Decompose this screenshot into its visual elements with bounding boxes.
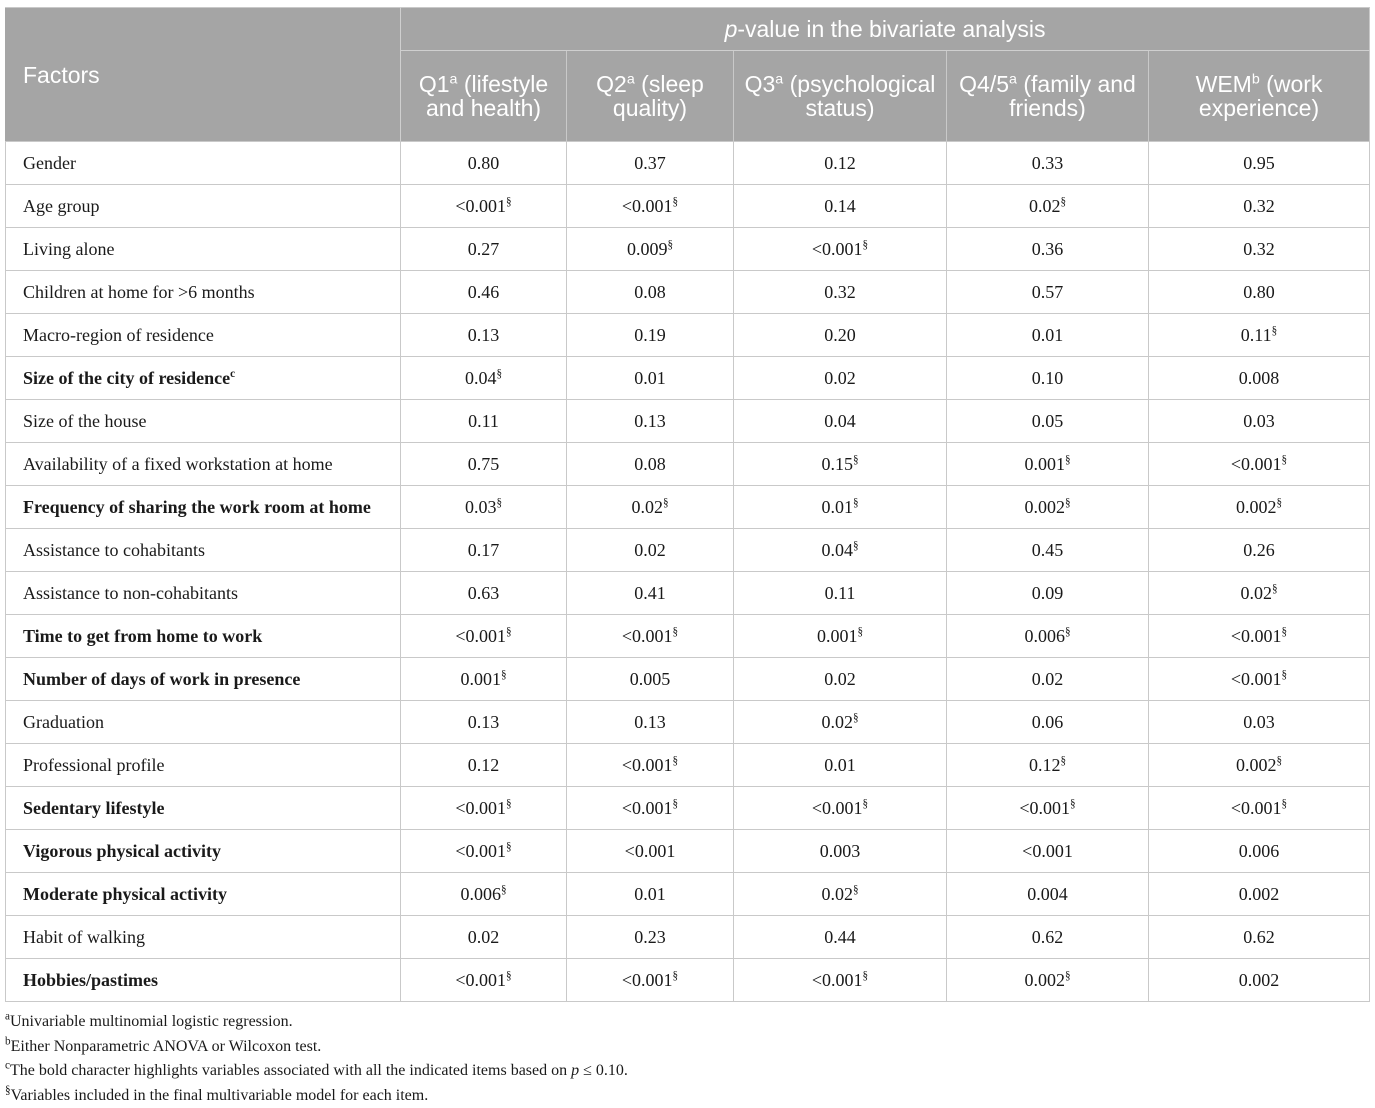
table-row	[6, 314, 1370, 357]
pvalue-cell: <0.001§	[1149, 658, 1370, 701]
pvalue-cell: 0.13	[567, 701, 734, 744]
pvalue-cell: 0.002§	[1149, 486, 1370, 529]
pvalue-cell: 0.008	[1149, 357, 1370, 400]
table-header	[6, 8, 1370, 142]
pvalue-cell: 0.001§	[734, 615, 947, 658]
pvalue-cell: 0.32	[1149, 185, 1370, 228]
factor-cell: Number of days of work in presence	[6, 658, 401, 701]
column-header-5: WEM$^b$ (work experience)	[1149, 51, 1370, 142]
pvalue-cell: 0.009§	[567, 228, 734, 271]
results-table	[5, 7, 1370, 1002]
pvalue-cell: 0.08	[567, 443, 734, 486]
pvalue-cell: 0.004	[947, 873, 1149, 916]
pvalue-cell: 0.12	[401, 744, 567, 787]
pvalue-cell: <0.001§	[1149, 787, 1370, 830]
pvalue-italic-p: p	[725, 16, 738, 42]
pvalue-cell: 0.14	[734, 185, 947, 228]
table-container	[5, 7, 1369, 1108]
pvalue-cell: <0.001	[567, 830, 734, 873]
pvalue-cell: 0.03	[1149, 701, 1370, 744]
factors-header: Factors	[6, 8, 401, 142]
pvalue-cell: 0.45	[947, 529, 1149, 572]
footnote-section-sign: §Variables included in the final multivariable model for each item.	[5, 1084, 1369, 1108]
table-body	[6, 142, 1370, 1002]
factor-cell: Macro-region of residence	[6, 314, 401, 357]
table-row	[6, 916, 1370, 959]
factor-cell: Availability of a fixed workstation at home	[6, 443, 401, 486]
pvalue-cell: 0.80	[401, 142, 567, 185]
pvalue-cell: <0.001§	[567, 744, 734, 787]
pvalue-cell: 0.12§	[947, 744, 1149, 787]
pvalue-cell: 0.44	[734, 916, 947, 959]
column-header-2: Q2$^a$ (sleep quality)	[567, 51, 734, 142]
factor-cell: Graduation	[6, 701, 401, 744]
factor-cell: Gender	[6, 142, 401, 185]
pvalue-cell: 0.003	[734, 830, 947, 873]
pvalue-cell: 0.01	[734, 744, 947, 787]
pvalue-cell: 0.80	[1149, 271, 1370, 314]
pvalue-cell: <0.001§	[1149, 615, 1370, 658]
factor-cell: Professional profile	[6, 744, 401, 787]
pvalue-cell: 0.02§	[567, 486, 734, 529]
factor-cell: Size of the city of residence$^c$	[6, 357, 401, 400]
table-row	[6, 142, 1370, 185]
table-row	[6, 744, 1370, 787]
factor-cell: Frequency of sharing the work room at home	[6, 486, 401, 529]
pvalue-cell: 0.03§	[401, 486, 567, 529]
factor-cell: Assistance to cohabitants	[6, 529, 401, 572]
table-row	[6, 615, 1370, 658]
pvalue-cell: 0.02§	[734, 873, 947, 916]
pvalue-cell: 0.12	[734, 142, 947, 185]
pvalue-cell: 0.32	[1149, 228, 1370, 271]
table-row	[6, 185, 1370, 228]
pvalue-cell: 0.57	[947, 271, 1149, 314]
pvalue-cell: <0.001§	[1149, 443, 1370, 486]
table-row	[6, 443, 1370, 486]
pvalue-cell: 0.11	[401, 400, 567, 443]
pvalue-cell: 0.01§	[734, 486, 947, 529]
pvalue-cell: <0.001§	[947, 787, 1149, 830]
pvalue-cell: 0.005	[567, 658, 734, 701]
pvalue-cell: <0.001§	[401, 615, 567, 658]
pvalue-cell: 0.04§	[734, 529, 947, 572]
factor-cell: Assistance to non-cohabitants	[6, 572, 401, 615]
pvalue-cell: 0.006§	[401, 873, 567, 916]
pvalue-cell: <0.001§	[567, 615, 734, 658]
column-header-1: Q1$^a$ (lifestyle and health)	[401, 51, 567, 142]
pvalue-cell: 0.19	[567, 314, 734, 357]
footnote-c: $^c$The bold character highlights variables associated with all the indicated items based on p ≤ 0.10.	[5, 1059, 1369, 1084]
pvalue-cell: 0.002	[1149, 959, 1370, 1002]
factor-cell: Vigorous physical activity	[6, 830, 401, 873]
pvalue-cell: 0.63	[401, 572, 567, 615]
pvalue-cell: 0.11§	[1149, 314, 1370, 357]
pvalue-cell: 0.13	[401, 701, 567, 744]
pvalue-cell: 0.002§	[1149, 744, 1370, 787]
pvalue-cell: <0.001§	[401, 959, 567, 1002]
pvalue-cell: 0.41	[567, 572, 734, 615]
table-row	[6, 959, 1370, 1002]
pvalue-cell: 0.02§	[947, 185, 1149, 228]
pvalue-cell: 0.46	[401, 271, 567, 314]
pvalue-cell: <0.001§	[567, 959, 734, 1002]
factor-cell: Time to get from home to work	[6, 615, 401, 658]
pvalue-cell: <0.001§	[734, 959, 947, 1002]
pvalue-header-text: -value in the bivariate analysis	[737, 16, 1045, 42]
pvalue-group-header	[401, 8, 1370, 51]
pvalue-cell: 0.08	[567, 271, 734, 314]
pvalue-cell: 0.05	[947, 400, 1149, 443]
pvalue-cell: 0.37	[567, 142, 734, 185]
factor-cell: Sedentary lifestyle	[6, 787, 401, 830]
table-row	[6, 529, 1370, 572]
pvalue-cell: <0.001§	[401, 185, 567, 228]
pvalue-cell: 0.02	[734, 658, 947, 701]
pvalue-cell: <0.001§	[567, 787, 734, 830]
pvalue-cell: 0.13	[567, 400, 734, 443]
factor-cell: Moderate physical activity	[6, 873, 401, 916]
pvalue-cell: 0.62	[1149, 916, 1370, 959]
pvalue-cell: 0.02	[401, 916, 567, 959]
pvalue-cell: 0.26	[1149, 529, 1370, 572]
pvalue-cell: <0.001§	[401, 787, 567, 830]
pvalue-cell: 0.95	[1149, 142, 1370, 185]
pvalue-cell: 0.10	[947, 357, 1149, 400]
pvalue-cell: 0.06	[947, 701, 1149, 744]
pvalue-cell: 0.001§	[401, 658, 567, 701]
pvalue-cell: 0.02	[734, 357, 947, 400]
pvalue-cell: 0.15§	[734, 443, 947, 486]
pvalue-cell: 0.04	[734, 400, 947, 443]
pvalue-cell: 0.006	[1149, 830, 1370, 873]
table-row	[6, 271, 1370, 314]
pvalue-cell: 0.002	[1149, 873, 1370, 916]
pvalue-cell: 0.02	[947, 658, 1149, 701]
table-row	[6, 400, 1370, 443]
pvalue-cell: 0.27	[401, 228, 567, 271]
pvalue-cell: 0.04§	[401, 357, 567, 400]
table-row	[6, 873, 1370, 916]
pvalue-cell: 0.001§	[947, 443, 1149, 486]
factor-cell: Age group	[6, 185, 401, 228]
pvalue-cell: <0.001§	[734, 787, 947, 830]
footnote-a: $^a$Univariable multinomial logistic regression.	[5, 1010, 1369, 1035]
factor-cell: Living alone	[6, 228, 401, 271]
pvalue-cell: <0.001§	[734, 228, 947, 271]
pvalue-cell: 0.33	[947, 142, 1149, 185]
factor-cell: Size of the house	[6, 400, 401, 443]
table-row	[6, 658, 1370, 701]
pvalue-cell: 0.23	[567, 916, 734, 959]
footnotes	[5, 1010, 1369, 1108]
pvalue-cell: <0.001	[947, 830, 1149, 873]
column-header-4: Q4/5$^a$ (family and friends)	[947, 51, 1149, 142]
pvalue-cell: 0.02§	[1149, 572, 1370, 615]
table-row	[6, 228, 1370, 271]
table-row	[6, 701, 1370, 744]
pvalue-cell: 0.01	[947, 314, 1149, 357]
factor-cell: Hobbies/pastimes	[6, 959, 401, 1002]
factor-cell: Habit of walking	[6, 916, 401, 959]
pvalue-cell: 0.002§	[947, 486, 1149, 529]
pvalue-cell: 0.17	[401, 529, 567, 572]
pvalue-cell: 0.09	[947, 572, 1149, 615]
column-header-3: Q3$^a$ (psychological status)	[734, 51, 947, 142]
pvalue-cell: 0.62	[947, 916, 1149, 959]
pvalue-cell: 0.75	[401, 443, 567, 486]
pvalue-cell: <0.001§	[401, 830, 567, 873]
pvalue-cell: <0.001§	[567, 185, 734, 228]
pvalue-cell: 0.20	[734, 314, 947, 357]
table-row	[6, 357, 1370, 400]
table-row	[6, 830, 1370, 873]
pvalue-cell: 0.006§	[947, 615, 1149, 658]
factor-cell: Children at home for >6 months	[6, 271, 401, 314]
pvalue-cell: 0.11	[734, 572, 947, 615]
pvalue-cell: 0.02	[567, 529, 734, 572]
pvalue-cell: 0.01	[567, 357, 734, 400]
pvalue-cell: 0.01	[567, 873, 734, 916]
pvalue-cell: 0.02§	[734, 701, 947, 744]
pvalue-cell: 0.13	[401, 314, 567, 357]
footnote-b: $^b$Either Nonparametric ANOVA or Wilcoxon test.	[5, 1035, 1369, 1060]
table-row	[6, 486, 1370, 529]
pvalue-cell: 0.36	[947, 228, 1149, 271]
table-row	[6, 787, 1370, 830]
pvalue-cell: 0.32	[734, 271, 947, 314]
table-row	[6, 572, 1370, 615]
pvalue-cell: 0.002§	[947, 959, 1149, 1002]
pvalue-cell: 0.03	[1149, 400, 1370, 443]
